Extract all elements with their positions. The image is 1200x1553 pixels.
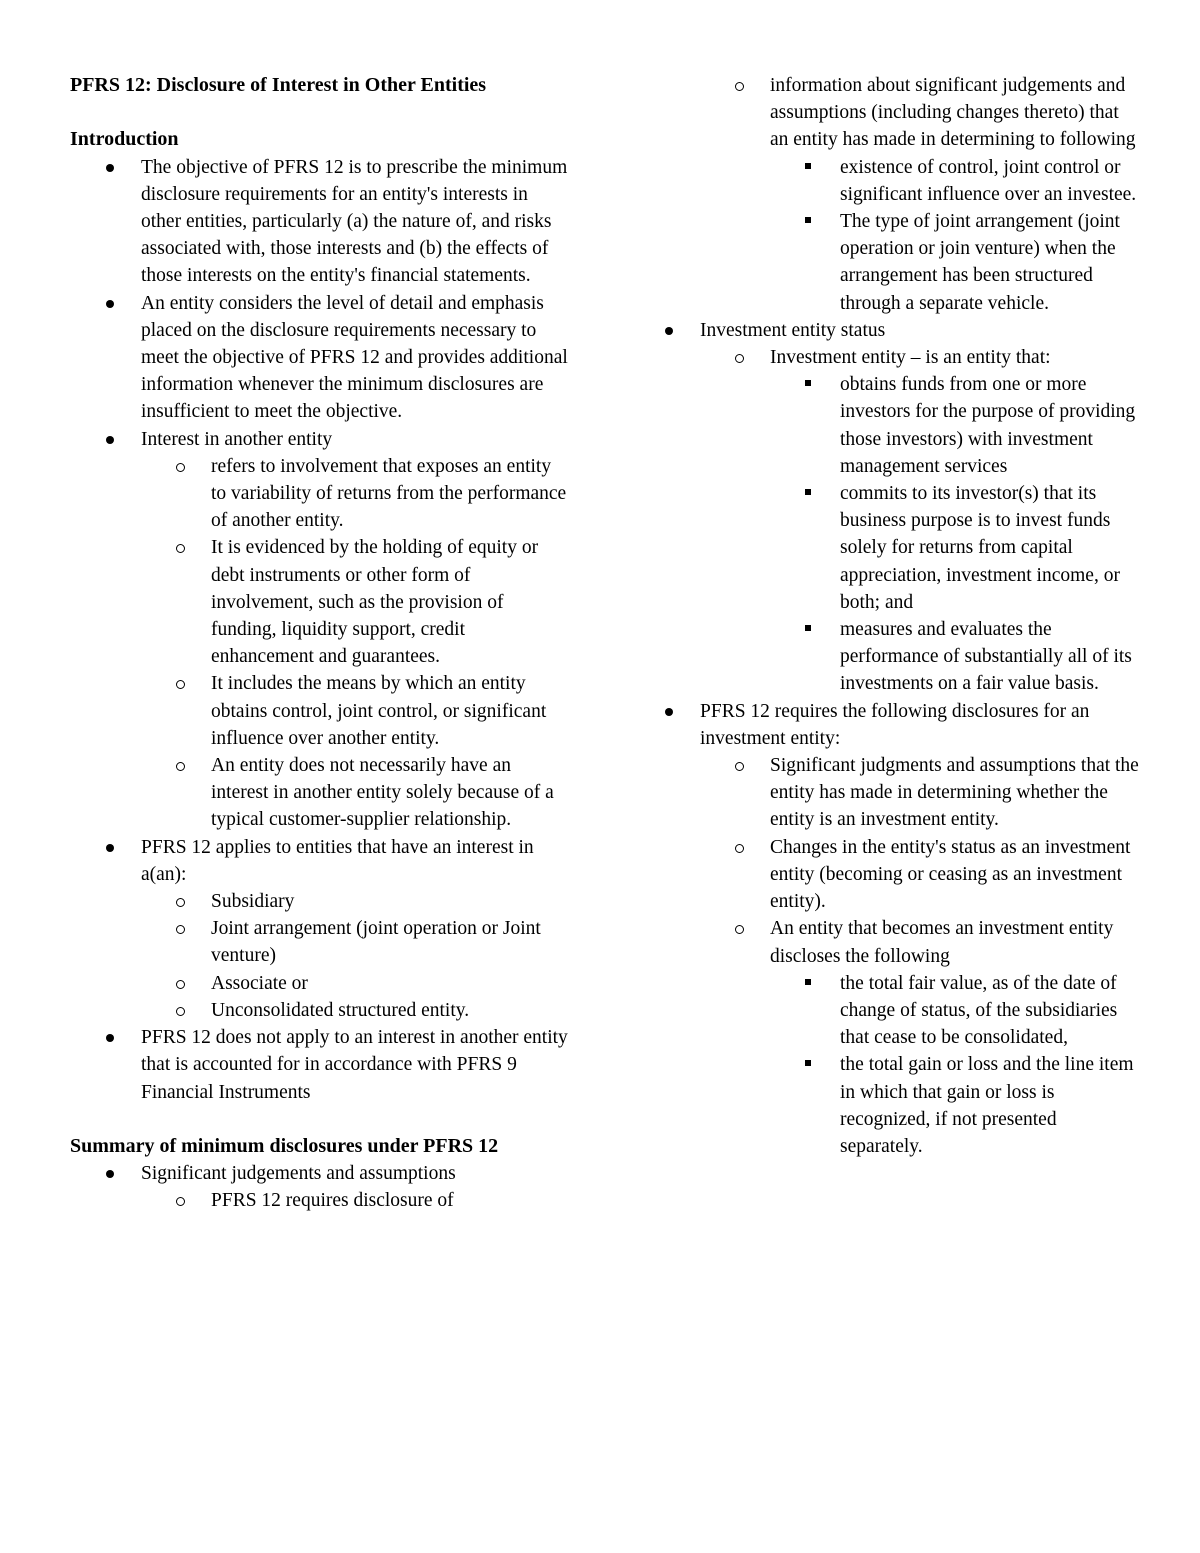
right-column: [700, 72, 1140, 1160]
list-item: PFRS 12 applies to entities that have an interest in a(an): Subsidiary Joint arrangement (joint operation or Joint venture) Associate or Unconsolidated structured entity.: [70, 834, 570, 1024]
sub-sub-list-item: obtains funds from one or more investors for the purpose of providing those investors) with investment management services: [840, 374, 1136, 477]
sub-list-item: It is evidenced by the holding of equity or debt instruments or other form of involvement, such as the provision of funding, liquidity support, credit enhancement and guarantees.: [211, 537, 539, 668]
summary-heading: Summary of minimum disclosures under PFRS 12: [70, 1134, 499, 1157]
left-column: [70, 72, 570, 1215]
sub-sub-list: [700, 970, 1140, 1160]
list-item: PFRS 12 requires the following disclosures for an investment entity: Significant judgments and assumptions that the entity has made in determining whether the entity is an investment entity. Changes in the entity's status as an investment entity (becoming or ceasing as an investment entity). An entity that becomes an investment entity discloses the following the total fair value, as of the date of change of status, of the subsidiaries that cease to be consolidated, the total gain or loss and the line item in which that gain or loss is recognized, if not presented separately.: [629, 698, 1140, 1160]
list-item: Significant judgements and assumptions PFRS 12 requires disclosure of: [70, 1160, 570, 1214]
list-item: PFRS 12 does not apply to an interest in another entity that is accounted for in accordance with PFRS 9 Financial Instruments: [141, 1027, 568, 1103]
sub-list-item: information about significant judgements and assumptions (including changes thereto) that an entity has made in determining to following existence of control, joint control or significant influence over an investee. The type of joint arrangement (joint operation or join venture) when the arrangement has been structured through a separate vehicle.: [700, 72, 1140, 317]
sub-list-item: Associate or: [211, 972, 308, 994]
introduction-heading: Introduction: [70, 128, 179, 151]
sub-list-item: Subsidiary: [211, 891, 295, 913]
sub-sub-list-item: commits to its investor(s) that its business purpose is to invest funds solely for returns from capital appreciation, investment income, or both; and: [840, 483, 1120, 613]
sub-list: [70, 1187, 570, 1214]
sub-sub-list: [700, 154, 1140, 317]
sub-list-item: Joint arrangement (joint operation or Joint venture): [211, 918, 541, 967]
sub-sub-list-item: The type of joint arrangement (joint operation or join venture) when the arrangement has been structured through a separate vehicle.: [840, 211, 1120, 314]
summary-list-continued: [629, 317, 1140, 1160]
list-item: Investment entity status Investment entity – is an entity that: obtains funds from one or more investors for the purpose of providing those investors) with investment management services commits to its investor(s) that its business purpose is to invest funds solely for returns from capital appreciation, investment income, or both; and measures and evaluates the performance of substantially all of its investments on a fair value basis.: [629, 317, 1140, 698]
sub-sub-list-item: existence of control, joint control or significant influence over an investee.: [840, 156, 1137, 205]
sub-list: [70, 453, 570, 834]
continued-sub-list: [700, 72, 1140, 317]
list-item: Interest in another entity refers to involvement that exposes an entity to variability of returns from the performance of another entity. It is evidenced by the holding of equity or debt instruments or other form of involvement, such as the provision of funding, liquidity support, credit enhancement and guarantees. It includes the means by which an entity obtains control, joint control, or significant influence over another entity. An entity does not necessarily have an interest in another entity solely because of a typical customer-supplier relationship.: [70, 426, 570, 834]
list-item: An entity considers the level of detail and emphasis placed on the disclosure requirements necessary to meet the objective of PFRS 12 and provides additional information whenever the minimum disclosures are insufficient to meet the objective.: [141, 292, 568, 423]
sub-sub-list-item: measures and evaluates the performance of substantially all of its investments on a fair value basis.: [840, 619, 1132, 695]
sub-sub-list-item: the total fair value, as of the date of change of status, of the subsidiaries that cease to be consolidated,: [840, 972, 1118, 1049]
sub-list-item: Changes in the entity's status as an investment entity (becoming or ceasing as an investment entity).: [770, 836, 1131, 913]
sub-list: [629, 344, 1140, 698]
sub-sub-list-item: the total gain or loss and the line item in which that gain or loss is recognized, if not presented separately.: [840, 1054, 1134, 1157]
sub-list: [70, 888, 570, 1024]
sub-list-item: An entity does not necessarily have an interest in another entity solely because of a typical customer-supplier relationship.: [211, 755, 554, 831]
sub-list-item: PFRS 12 requires disclosure of: [211, 1190, 454, 1212]
sub-sub-list: [700, 371, 1140, 697]
sub-list-item: refers to involvement that exposes an entity to variability of returns from the performance of another entity.: [211, 455, 567, 532]
list-item: The objective of PFRS 12 is to prescribe the minimum disclosure requirements for an entity's interests in other entities, particularly (a) the nature of, and risks associated with, those interests and (b) the effects of those interests on the entity's financial statements.: [141, 156, 568, 287]
sub-list-item: Unconsolidated structured entity.: [211, 999, 470, 1021]
sub-list-item: Significant judgments and assumptions that the entity has made in determining whether the entity is an investment entity.: [770, 755, 1139, 831]
summary-list: [70, 1160, 570, 1214]
introduction-list: [70, 154, 570, 1106]
sub-list: [629, 752, 1140, 1160]
sub-list-item: It includes the means by which an entity obtains control, joint control, or significant influence over another entity.: [211, 673, 547, 749]
sub-list-item: Investment entity – is an entity that: obtains funds from one or more investors for the purpose of providing those investors) with investment management services commits to its investor(s) that its business purpose is to invest funds solely for returns from capital appreciation, investment income, or both; and measures and evaluates the performance of substantially all of its investments on a fair value basis.: [700, 344, 1140, 698]
page-title: PFRS 12: Disclosure of Interest in Other Entities: [70, 74, 487, 96]
sub-list-item: An entity that becomes an investment entity discloses the following the total fair value, as of the date of change of status, of the subsidiaries that cease to be consolidated, the total gain or loss and the line item in which that gain or loss is recognized, if not presented separately.: [700, 915, 1140, 1160]
